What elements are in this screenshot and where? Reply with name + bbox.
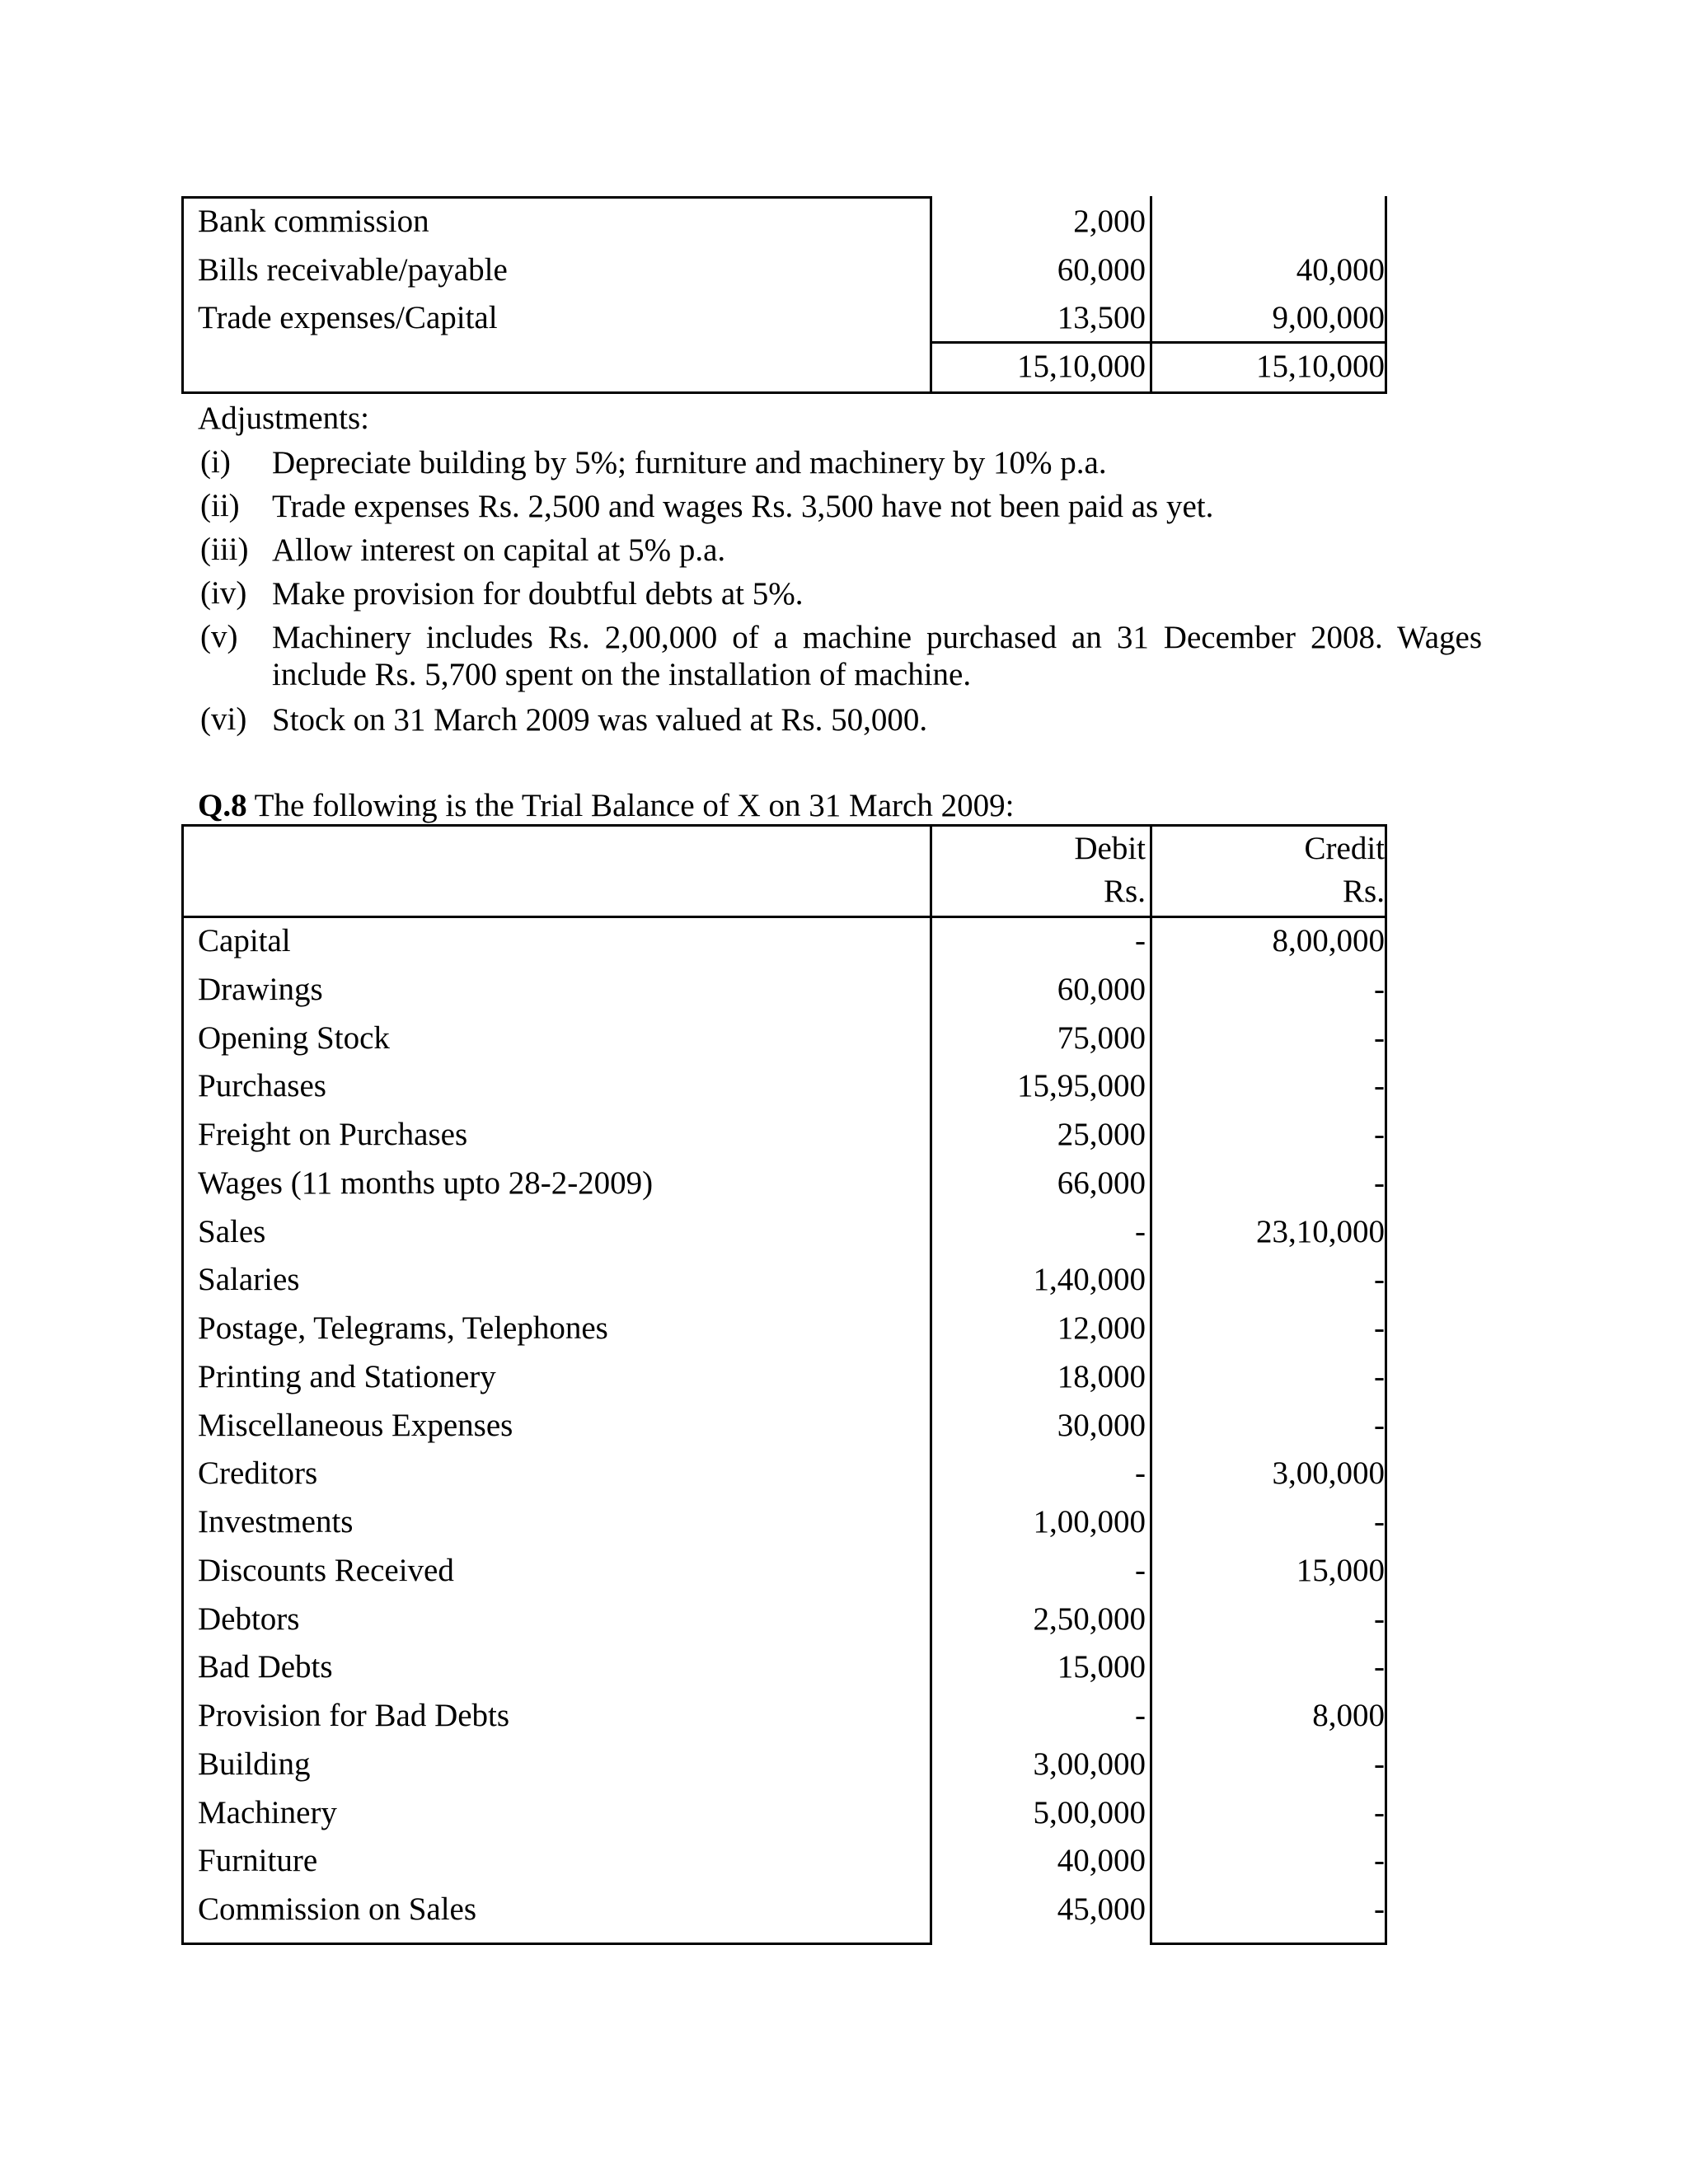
row-label: Machinery — [198, 1794, 337, 1830]
row-debit: 15,95,000 — [1017, 1068, 1146, 1104]
table-row — [0, 198, 1688, 246]
row-label: Sales — [198, 1213, 266, 1249]
table-total-row — [0, 343, 1688, 391]
row-credit: - — [1374, 1601, 1385, 1637]
row-label: Provision for Bad Debts — [198, 1698, 510, 1733]
table-row — [0, 1111, 1688, 1159]
table-row — [0, 1789, 1688, 1837]
row-label: Debtors — [198, 1601, 300, 1637]
adjustments-heading: Adjustments: — [198, 401, 370, 436]
table-row — [0, 246, 1688, 294]
table-row — [0, 966, 1688, 1014]
row-credit: - — [1374, 1068, 1385, 1104]
table-row — [0, 294, 1688, 342]
row-debit: 3,00,000 — [1033, 1746, 1146, 1782]
row-debit: 2,000 — [1073, 204, 1146, 239]
row-credit: - — [1374, 1358, 1385, 1394]
table-row — [0, 1596, 1688, 1643]
row-credit: 8,00,000 — [1272, 923, 1385, 958]
row-label: Capital — [198, 923, 291, 958]
row-credit: - — [1374, 1891, 1385, 1927]
table-row — [0, 1062, 1688, 1110]
row-label: Purchases — [198, 1068, 326, 1104]
row-debit: - — [1135, 1552, 1146, 1588]
row-debit: - — [1135, 1698, 1146, 1733]
row-debit: 60,000 — [1057, 971, 1146, 1007]
row-credit: - — [1374, 1165, 1385, 1201]
row-credit: - — [1374, 1310, 1385, 1346]
row-debit: 5,00,000 — [1033, 1794, 1146, 1830]
header-debit-unit: Rs. — [1104, 874, 1146, 909]
table-row — [0, 1353, 1688, 1401]
table-row — [0, 1450, 1688, 1497]
question-number: Q.8 — [198, 788, 247, 823]
adjustment-text: Trade expenses Rs. 2,500 and wages Rs. 3,500 have not been paid as yet. — [272, 489, 1214, 524]
table-row — [0, 917, 1688, 965]
table-row — [0, 1208, 1688, 1256]
row-label: Postage, Telegrams, Telephones — [198, 1310, 608, 1346]
table-row — [0, 1305, 1688, 1352]
row-credit: 3,00,000 — [1272, 1455, 1385, 1492]
row-debit: 12,000 — [1057, 1310, 1146, 1346]
adjustment-text-continued: include Rs. 5,700 spent on the installation of machine. — [272, 657, 972, 692]
table-row — [0, 1402, 1688, 1450]
table-row — [0, 1498, 1688, 1546]
row-label: Freight on Purchases — [198, 1117, 468, 1152]
adjustment-number: (ii) — [200, 488, 240, 523]
row-label: Commission on Sales — [198, 1891, 477, 1927]
row-debit: 40,000 — [1057, 1843, 1146, 1879]
row-debit: 15,000 — [1057, 1649, 1146, 1685]
table-row — [0, 1886, 1688, 1933]
row-label: Printing and Stationery — [198, 1358, 496, 1394]
row-label: Bad Debts — [198, 1649, 333, 1685]
row-credit: 23,10,000 — [1256, 1213, 1385, 1249]
row-label: Trade expenses/Capital — [198, 300, 498, 335]
row-debit: 13,500 — [1057, 300, 1146, 335]
row-debit: - — [1135, 1455, 1146, 1492]
row-credit: - — [1374, 1262, 1385, 1298]
row-label: Investments — [198, 1504, 354, 1540]
row-credit: - — [1374, 1649, 1385, 1685]
header-debit: Debit — [1074, 831, 1146, 866]
total-debit: 15,10,000 — [1017, 349, 1146, 384]
row-label: Opening Stock — [198, 1019, 390, 1056]
row-debit: 1,00,000 — [1033, 1504, 1146, 1540]
table-row — [0, 1547, 1688, 1595]
row-credit: 15,000 — [1296, 1552, 1385, 1588]
row-label: Bank commission — [198, 204, 429, 239]
row-credit: 9,00,000 — [1272, 300, 1385, 335]
row-label: Drawings — [198, 971, 323, 1007]
total-credit: 15,10,000 — [1256, 349, 1385, 384]
row-credit: 8,000 — [1312, 1698, 1385, 1733]
row-debit: 1,40,000 — [1033, 1262, 1146, 1298]
table-row — [0, 1741, 1688, 1788]
adjustment-number: (iii) — [200, 532, 249, 567]
row-debit: - — [1135, 1213, 1146, 1249]
adjustment-number: (iv) — [200, 575, 247, 611]
row-label: Furniture — [198, 1843, 318, 1879]
row-debit: 60,000 — [1057, 252, 1146, 288]
row-credit: - — [1374, 1407, 1385, 1443]
row-label: Wages (11 months upto 28-2-2009) — [198, 1165, 654, 1201]
row-label: Discounts Received — [198, 1552, 454, 1588]
table-row — [0, 1643, 1688, 1691]
row-debit: 25,000 — [1057, 1117, 1146, 1152]
row-credit: - — [1374, 1019, 1385, 1056]
tb-header-unit-row — [0, 868, 1688, 916]
row-label: Building — [198, 1746, 311, 1782]
question-heading — [198, 786, 1014, 826]
row-debit: 75,000 — [1057, 1019, 1146, 1056]
adjustment-text: Allow interest on capital at 5% p.a. — [272, 532, 726, 568]
row-credit: - — [1374, 1794, 1385, 1830]
adjustment-text: Machinery includes Rs. 2,00,000 of a machine purchased an 31 December 2008. Wages — [272, 620, 1482, 655]
row-debit: - — [1135, 923, 1146, 958]
question-text: The following is the Trial Balance of X on 31 March 2009: — [246, 788, 1015, 823]
table-row — [0, 1256, 1688, 1304]
row-credit: 40,000 — [1296, 252, 1385, 288]
row-debit: 18,000 — [1057, 1358, 1146, 1394]
table-row — [0, 1160, 1688, 1207]
table-row — [0, 1015, 1688, 1062]
adjustment-text: Depreciate building by 5%; furniture and machinery by 10% p.a. — [272, 445, 1107, 480]
row-label: Bills receivable/payable — [198, 252, 508, 288]
top-table-border-bottom — [181, 391, 1387, 394]
adjustment-number: (vi) — [200, 701, 247, 737]
row-label: Salaries — [198, 1262, 300, 1298]
table-row — [0, 1692, 1688, 1740]
row-label: Miscellaneous Expenses — [198, 1407, 513, 1443]
adjustment-number: (i) — [200, 444, 231, 480]
row-debit: 2,50,000 — [1033, 1601, 1146, 1637]
row-credit: - — [1374, 1504, 1385, 1540]
row-credit: - — [1374, 971, 1385, 1007]
table-row — [0, 1837, 1688, 1885]
row-credit: - — [1374, 1746, 1385, 1782]
tb-header-row — [0, 825, 1688, 873]
adjustment-number: (v) — [200, 619, 238, 654]
adjustment-text: Stock on 31 March 2009 was valued at Rs. 50,000. — [272, 702, 928, 738]
row-credit: - — [1374, 1843, 1385, 1879]
row-debit: 66,000 — [1057, 1165, 1146, 1201]
header-credit: Credit — [1304, 831, 1385, 866]
row-debit: 45,000 — [1057, 1891, 1146, 1927]
row-debit: 30,000 — [1057, 1407, 1146, 1443]
tb-bottom-rule-right — [1150, 1943, 1387, 1945]
adjustment-text: Make provision for doubtful debts at 5%. — [272, 576, 804, 612]
tb-bottom-rule-left — [181, 1943, 931, 1945]
header-credit-unit: Rs. — [1343, 874, 1385, 909]
row-label: Creditors — [198, 1455, 318, 1492]
row-credit: - — [1374, 1117, 1385, 1152]
